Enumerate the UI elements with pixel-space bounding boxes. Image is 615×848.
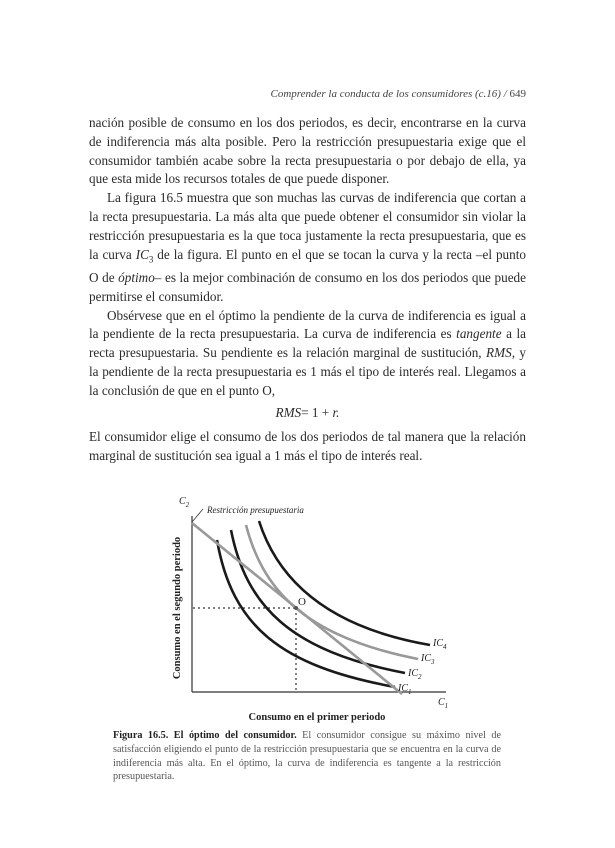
paragraph: Obsérvese que en el óptimo la pendiente de la curva de indiferencia es igual a la pendiente de la recta presupuestaria. La curva de indiferencia es tangente a la recta presupuestaria. Su pendiente es la relación marginal de sustitución, RMS, y la pendiente de la recta presupuestaria es 1 más el tipo de interés real. Llegamos a la conclusión de que en el punto O, [89, 307, 527, 398]
running-title: Comprender la conducta de los consumidores (c.16) [270, 88, 501, 100]
y-axis-label: Consumo en el segundo periodo [172, 536, 183, 680]
optimum-label: O [298, 596, 306, 608]
c1-axis-symbol: $C_1$ [438, 697, 449, 710]
budget-label: Restricción presupuestaria [207, 505, 304, 515]
paragraph: El consumidor elige el consumo de los dos periodos de tal manera que la relación marginal de sustitución sea igual a 1 más el tipo de interés real. [89, 429, 526, 464]
equation: RMS= 1 + r. [275, 404, 340, 420]
budget-label-leader [192, 509, 203, 522]
ic2-label: $IC_2$ [408, 668, 422, 681]
c2-axis-symbol: $C_2$ [179, 496, 190, 509]
paragraph: La figura 16.5 muestra que son muchas las curvas de indiferencia que cortan a la recta presupuestaria. La más alta que puede obtener el consumidor sin violar la restricción presupuestaria es la que toca justamente la recta presupuestaria, que es la curva $IC_3$ de la figura. El punto en el que se tocan la curva y la recta –el punto O de óptimo– es la mejor combinación de consumo en los dos periodos que puede permitirse el consumidor. [89, 190, 527, 304]
x-axis-label: Consumo en el primer periodo [248, 712, 386, 723]
caption-text: El consumidor consigue su máximo nivel de satisfacción eligiendo el punto de la restricción presupuestaria que se encuentra en la curva de indiferencia más alta. En el óptimo, la curva de indiferencia es tangente a la restricción presupuestaria. [113, 730, 501, 783]
header-separator: / [503, 88, 507, 100]
figure-16-5 [0, 26, 615, 848]
paragraph: nación posible de consumo en los dos periodos, es decir, encontrarse en la curva de indiferencia más alta posible. Pero la restricción presupuestaria exige que el consumidor también acabe sobre la recta presupuestaria o por debajo de ella, ya que esta mide los recursos totales de que puede disponer. [89, 115, 526, 187]
page-number: 649 [509, 88, 526, 100]
ic3-label: $IC_3$ [421, 653, 435, 666]
caption-title: Figura 16.5. El óptimo del consumidor. [113, 730, 297, 741]
ic1-label: $IC_1$ [398, 683, 412, 696]
ic4-label: $IC_4$ [433, 638, 447, 651]
figure-caption [113, 729, 501, 784]
